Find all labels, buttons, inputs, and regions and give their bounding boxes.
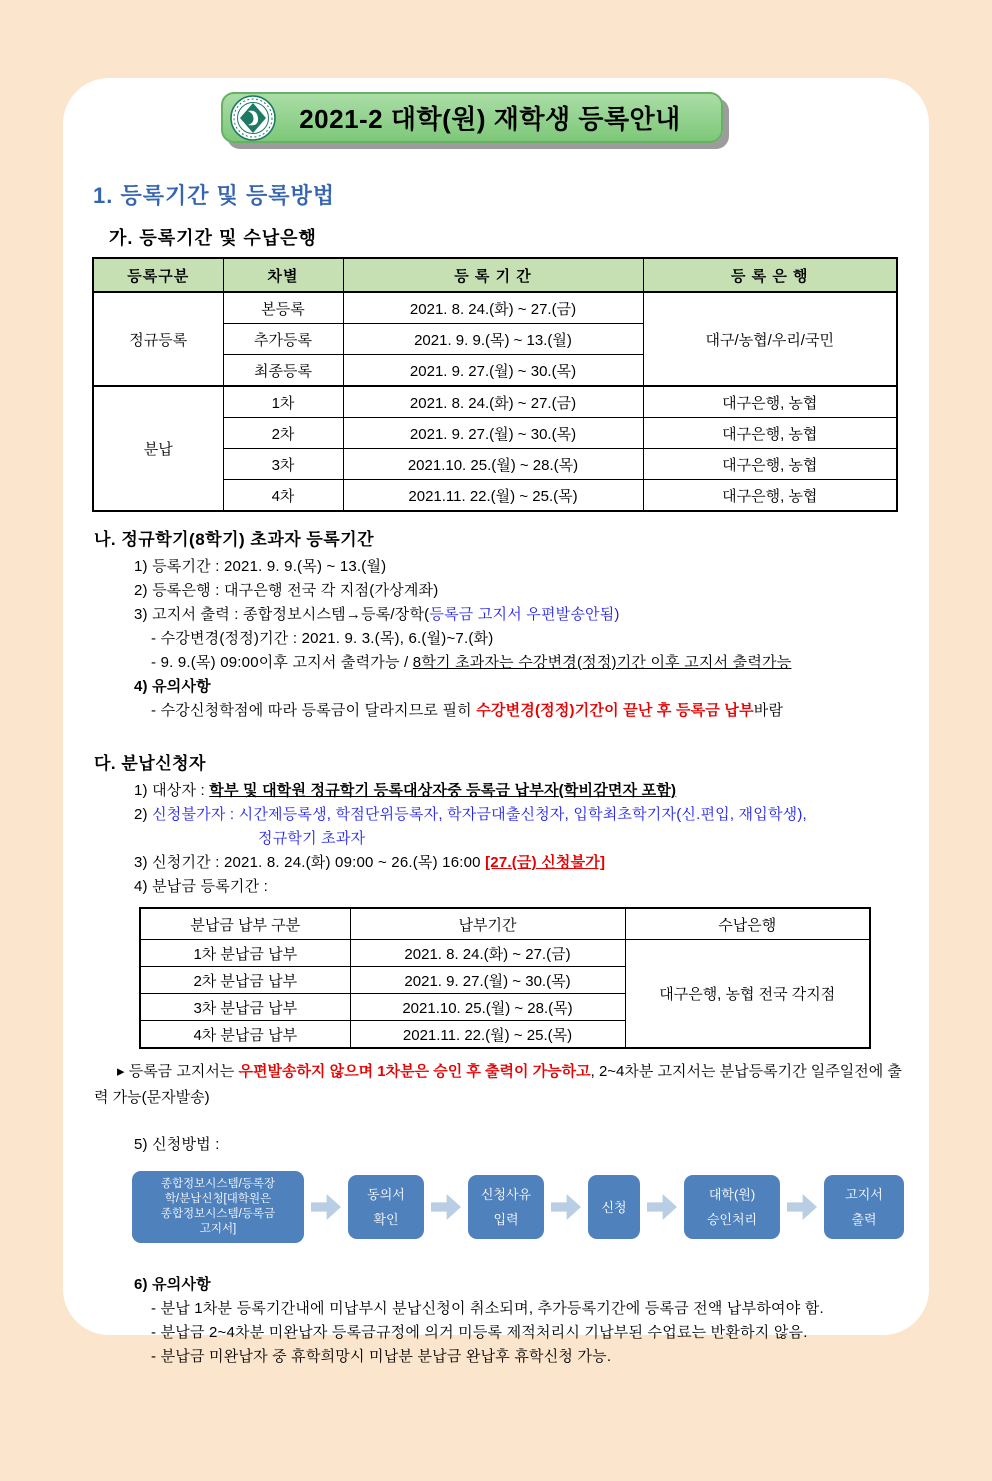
arrow-right-icon	[647, 1194, 677, 1220]
cell: 3차 분납금 납부	[140, 994, 350, 1021]
cell: 2021. 9. 27.(월) ~ 30.(목)	[343, 418, 643, 449]
table-row	[140, 940, 870, 967]
cell: 2021.10. 25.(월) ~ 28.(목)	[350, 994, 625, 1021]
flow-step-line: 고지서]	[199, 1223, 237, 1235]
page-title: 2021-2 대학(원) 재학생 등록안내	[299, 104, 681, 134]
flow-step-consent	[348, 1175, 424, 1239]
col-header: 등록구분	[93, 258, 223, 292]
arrow-right-icon	[551, 1194, 581, 1220]
group-cell: 정규등록	[93, 292, 223, 386]
text-black: 1) 대상자 :	[134, 782, 210, 799]
table-row	[93, 386, 897, 418]
bank-cell: 대구은행, 농협	[643, 480, 897, 512]
bank-cell: 대구은행, 농협	[643, 418, 897, 449]
text-black: - 수강신청학점에 따라 등록금이 달라지므로 필히	[151, 702, 477, 719]
text-underlined: 학부 및 대학원 정규학기 등록대상자중 등록금 납부자(학비감면자 포함)	[209, 782, 677, 799]
bank-cell: 대구은행, 농협	[643, 386, 897, 418]
cell: 2차	[223, 418, 343, 449]
text-underlined: 8학기 초과자는 수강변경(정정)기간 이후 고지서 출력가능	[412, 654, 792, 671]
list-subitem: 정규학기 초과자	[258, 830, 366, 847]
application-flow-diagram	[132, 1171, 929, 1243]
text-red-underlined: [27.(금) 신청불가]	[485, 854, 606, 871]
cell: 1차 분납금 납부	[140, 940, 350, 967]
list-item: 6) 유의사항	[134, 1276, 211, 1293]
col-header: 차별	[223, 258, 343, 292]
text-black: 3) 고지서 출력 : 종합정보시스템→등록/장학(	[134, 606, 430, 623]
cell: 2021.10. 25.(월) ~ 28.(목)	[343, 449, 643, 480]
list-subitem	[151, 651, 929, 675]
flow-step-reason	[468, 1175, 544, 1239]
col-header: 등 록 기 간	[343, 258, 643, 292]
flow-step-line: 대학(원)	[708, 1187, 756, 1202]
list-item: 5) 신청방법 :	[134, 1136, 220, 1153]
cell: 2021.11. 22.(월) ~ 25.(목)	[343, 480, 643, 512]
list-item: 1) 등록기간 : 2021. 9. 9.(목) ~ 13.(월)	[134, 558, 387, 575]
triangle-bullet-icon: ▸	[117, 1063, 125, 1080]
flow-step-print	[824, 1175, 904, 1239]
cell: 2021. 8. 24.(화) ~ 27.(금)	[343, 292, 643, 324]
cell: 2차 분납금 납부	[140, 967, 350, 994]
flow-step-line: 입력	[493, 1212, 519, 1227]
flow-step-line: 고지서	[845, 1187, 883, 1202]
list-item	[134, 803, 929, 827]
text-black: 3) 신청기간 : 2021. 8. 24.(화) 09:00 ~ 26.(목) 16:00	[134, 854, 486, 871]
cell: 추가등록	[223, 324, 343, 355]
section-1-heading: 1. 등록기간 및 등록방법	[93, 183, 335, 208]
col-header: 납부기간	[350, 908, 625, 940]
cell: 2021. 9. 27.(월) ~ 30.(목)	[343, 355, 643, 387]
cell: 2021. 9. 9.(목) ~ 13.(월)	[343, 324, 643, 355]
text-black: 바람	[753, 702, 784, 719]
list-item	[134, 779, 929, 803]
col-header: 분납금 납부 구분	[140, 908, 350, 940]
text-red: 우편발송하지 않으며 1차분은 승인 후 출력이 가능하고	[238, 1063, 591, 1080]
arrow-right-icon	[787, 1194, 817, 1220]
installment-table	[139, 907, 871, 1049]
registration-period-table	[92, 257, 898, 512]
text-red: 수강변경(정정)기간이 끝난 후 등록금 납부	[476, 702, 754, 719]
text-black: - 9. 9.(목) 09:00이후 고지서 출력가능 /	[151, 654, 413, 671]
text-blue: 등록금 고지서 우편발송안됨)	[429, 606, 620, 623]
cell: 2021. 8. 24.(화) ~ 27.(금)	[343, 386, 643, 418]
cell: 3차	[223, 449, 343, 480]
flow-step-line: 종합정보시스템/등록금	[160, 1208, 276, 1220]
list-subitem: - 분납금 2~4차분 미완납자 등록금규정에 의거 미등록 제적처리시 기납부된 수업료는 반환하지 않음.	[151, 1324, 808, 1341]
bank-cell: 대구은행, 농협 전국 각지점	[625, 940, 870, 1049]
cell: 최종등록	[223, 355, 343, 387]
flow-step-line: 신청	[601, 1199, 627, 1215]
cell: 4차 분납금 납부	[140, 1021, 350, 1049]
flow-step-line: 학/분납신청[대학원은	[164, 1193, 272, 1205]
list-item	[134, 603, 929, 627]
university-seal-icon	[230, 95, 276, 141]
arrow-right-icon	[431, 1194, 461, 1220]
list-item: 4) 유의사항	[134, 678, 211, 695]
list-item	[134, 851, 929, 875]
document-page	[63, 78, 929, 1365]
list-item: 4) 분납금 등록기간 :	[134, 878, 269, 895]
flow-step-line: 확인	[373, 1212, 399, 1227]
arrow-right-icon	[311, 1194, 341, 1220]
section-1b-heading: 나. 정규학기(8학기) 초과자 등록기간	[94, 530, 375, 549]
section-1a-heading: 가. 등록기간 및 수납은행	[109, 228, 317, 248]
col-header: 수납은행	[625, 908, 870, 940]
table-header-row	[140, 908, 870, 940]
installment-note	[94, 1059, 910, 1111]
cell: 4차	[223, 480, 343, 512]
section-1c-heading: 다. 분납신청자	[94, 754, 206, 773]
list-subitem: - 분납 1차분 등록기간내에 미납부시 분납신청이 취소되며, 추가등록기간에 등록금 전액 납부하여야 함.	[151, 1300, 824, 1317]
cell: 1차	[223, 386, 343, 418]
text-black: 등록금 고지서는	[128, 1063, 239, 1080]
list-subitem: - 수강변경(정정)기간 : 2021. 9. 3.(목), 6.(월)~7.(화)	[151, 630, 494, 647]
list-subitem: - 분납금 미완납자 중 휴학희망시 미납분 분납금 완납후 휴학신청 가능.	[151, 1348, 612, 1365]
cell: 본등록	[223, 292, 343, 324]
text-black: , 2~4차분 고지서는 분납등록기간 일주일전에 출력 가능(문자발송)	[94, 1063, 902, 1106]
title-banner	[221, 92, 723, 143]
cell: 2021. 8. 24.(화) ~ 27.(금)	[350, 940, 625, 967]
flow-step-line: 종합정보시스템/등록장	[160, 1178, 276, 1190]
text-black: 2)	[134, 806, 153, 823]
title-banner-wrap	[221, 78, 723, 143]
flow-step-approval	[684, 1175, 780, 1239]
flow-step-system	[132, 1171, 304, 1243]
group-cell: 분납	[93, 386, 223, 511]
flow-step-line: 신청사유	[480, 1187, 532, 1202]
text-blue: 신청불가자 : 시간제등록생, 학점단위등록자, 학자금대출신청자, 입학최초학기자(신.편입, 재입학생),	[152, 806, 807, 823]
col-header: 등 록 은 행	[643, 258, 897, 292]
table-row	[93, 292, 897, 324]
bank-cell: 대구은행, 농협	[643, 449, 897, 480]
list-subitem	[151, 699, 929, 723]
bank-cell: 대구/농협/우리/국민	[643, 292, 897, 386]
table-header-row	[93, 258, 897, 292]
cell: 2021.11. 22.(월) ~ 25.(목)	[350, 1021, 625, 1049]
flow-step-line: 동의서	[367, 1187, 405, 1202]
flow-step-line: 출력	[851, 1212, 877, 1227]
list-item: 2) 등록은행 : 대구은행 전국 각 지점(가상계좌)	[134, 582, 439, 599]
cell: 2021. 9. 27.(월) ~ 30.(목)	[350, 967, 625, 994]
flow-step-line: 승인처리	[706, 1212, 758, 1227]
flow-step-apply	[588, 1175, 640, 1239]
